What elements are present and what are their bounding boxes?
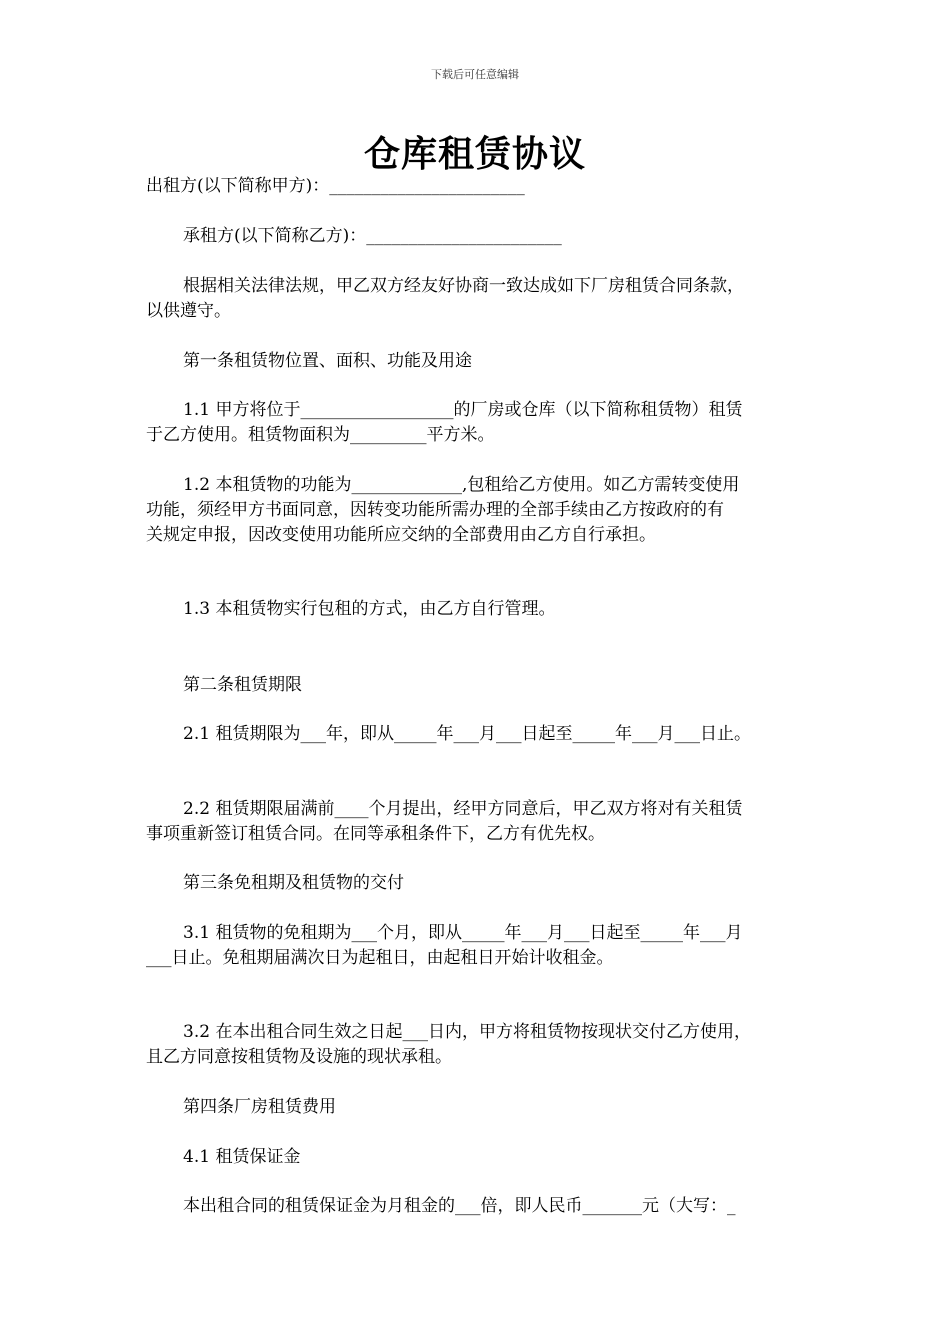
- page-header: 下载后可任意编辑: [431, 68, 519, 81]
- clause-1-3: 1.3 本租赁物实行包租的方式，由乙方自行管理。: [183, 599, 556, 619]
- article-2-heading: 第二条租赁期限: [183, 675, 302, 695]
- clause-1-1-line-1: 1.1 甲方将位于__________________的厂房或仓库（以下简称租赁物）租赁: [183, 400, 743, 420]
- lessee-line: 承租方(以下简称乙方)：_______________________: [183, 226, 562, 246]
- lessor-line: 出租方(以下简称甲方)：_______________________: [146, 176, 525, 196]
- deposit-line: 本出租合同的租赁保证金为月租金的___倍，即人民币_______元（大写：_: [183, 1196, 736, 1216]
- clause-3-1-line-1: 3.1 租赁物的免租期为___个月，即从_____年___月___日起至_____年___月: [183, 923, 743, 943]
- document-title: 仓库租赁协议: [363, 133, 586, 175]
- clause-3-2-line-2: 且乙方同意按租赁物及设施的现状承租。: [146, 1047, 452, 1067]
- article-1-heading: 第一条租赁物位置、面积、功能及用途: [183, 351, 472, 371]
- clause-2-1: 2.1 租赁期限为___年，即从_____年___月___日起至_____年___月___日止。: [183, 724, 751, 744]
- clause-3-2-line-1: 3.2 在本出租合同生效之日起___日内，甲方将租赁物按现状交付乙方使用，: [183, 1022, 751, 1042]
- preamble-line-1: 根据相关法律法规，甲乙双方经友好协商一致达成如下厂房租赁合同条款，: [183, 276, 744, 296]
- article-4-heading: 第四条厂房租赁费用: [183, 1097, 336, 1117]
- preamble-line-2: 以供遵守。: [146, 301, 231, 321]
- clause-2-2-line-1: 2.2 租赁期限届满前____个月提出，经甲方同意后，甲乙双方将对有关租赁: [183, 799, 743, 819]
- clause-1-2-line-2: 功能，须经甲方书面同意，因转变功能所需办理的全部手续由乙方按政府的有: [146, 500, 724, 520]
- clause-4-1-heading: 4.1 租赁保证金: [183, 1147, 301, 1167]
- clause-3-1-line-2: ___日止。免租期届满次日为起租日，由起租日开始计收租金。: [146, 948, 614, 968]
- article-3-heading: 第三条免租期及租赁物的交付: [183, 873, 404, 893]
- clause-1-1-line-2: 于乙方使用。租赁物面积为_________平方米。: [146, 425, 495, 445]
- clause-1-2-line-1: 1.2 本租赁物的功能为_____________,包租给乙方使用。如乙方需转变使用: [183, 475, 740, 495]
- clause-1-2-line-3: 关规定申报，因改变使用功能所应交纳的全部费用由乙方自行承担。: [146, 525, 656, 545]
- clause-2-2-line-2: 事项重新签订租赁合同。在同等承租条件下，乙方有优先权。: [146, 824, 605, 844]
